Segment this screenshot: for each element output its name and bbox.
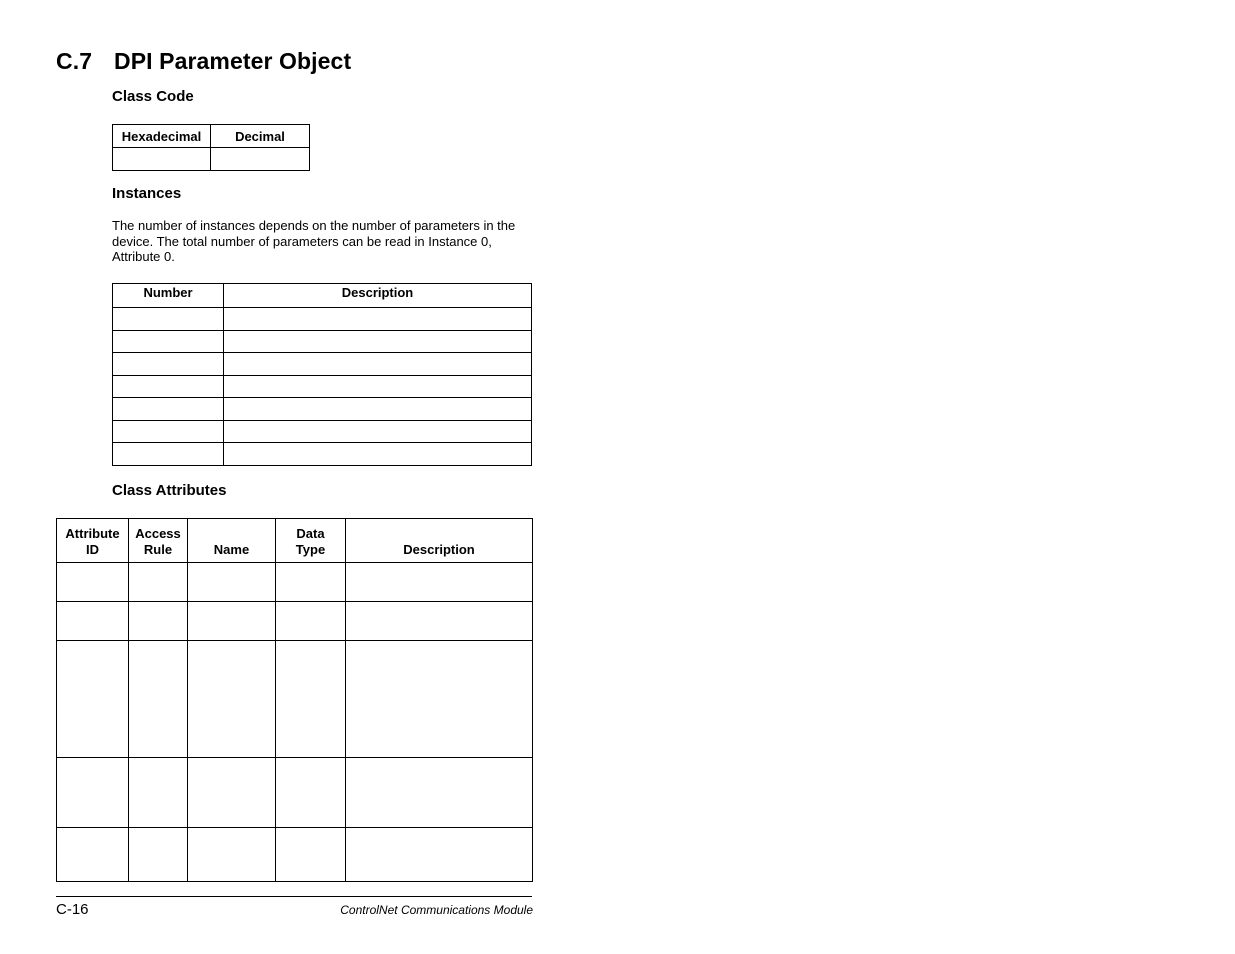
table-cell [224,308,532,331]
column-header-hexadecimal: Hexadecimal [113,125,211,148]
table-cell [113,443,224,466]
table-cell [276,828,346,882]
table-cell [188,563,276,602]
table-header-row [113,125,310,148]
column-header-description: Description [224,284,532,308]
table-row [113,330,532,353]
table-cell [346,828,533,882]
table-cell [113,353,224,376]
table-cell [113,420,224,443]
table-cell [276,758,346,828]
table-cell [129,641,188,758]
table-cell [129,602,188,641]
table-row [113,308,532,331]
section-title [56,48,351,75]
table-cell [224,398,532,421]
column-header-attribute-id: Attribute ID [57,519,129,563]
table-cell [57,758,129,828]
table-cell [129,563,188,602]
table-row [113,353,532,376]
section-heading: DPI Parameter Object [114,48,352,74]
table-cell [113,375,224,398]
footer-divider [56,896,532,897]
table-cell [276,563,346,602]
table-header-row [57,519,533,563]
column-header-data-type: Data Type [276,519,346,563]
instances-paragraph: The number of instances depends on the number of parameters in the device. The total number of parameters can be read in Instance 0, Attribute 0. [112,218,516,264]
table-row [113,398,532,421]
instances-table [112,283,532,466]
table-cell [276,602,346,641]
column-header-access-rule: Access Rule [129,519,188,563]
table-row [57,602,533,641]
table-row [57,828,533,882]
table-cell [129,828,188,882]
table-cell [224,353,532,376]
table-cell [276,641,346,758]
table-cell [346,602,533,641]
page-number: C-16 [56,901,89,918]
column-header-number: Number [113,284,224,308]
table-row [57,758,533,828]
table-cell [113,308,224,331]
table-cell [129,758,188,828]
table-cell [188,828,276,882]
table-cell [113,330,224,353]
column-header-description: Description [346,519,533,563]
instances-heading: Instances [112,185,182,202]
table-cell [113,148,211,171]
table-cell [188,641,276,758]
class-attributes-table [56,518,533,882]
table-row [113,148,310,171]
table-cell [113,398,224,421]
table-cell [188,758,276,828]
table-row [57,641,533,758]
table-row [113,375,532,398]
table-cell [224,330,532,353]
table-cell [57,641,129,758]
column-header-decimal: Decimal [211,125,310,148]
table-cell [224,443,532,466]
table-cell [57,828,129,882]
table-cell [57,563,129,602]
table-cell [57,602,129,641]
table-row [113,420,532,443]
table-cell [346,563,533,602]
table-row [57,563,533,602]
section-number: C.7 [56,48,93,74]
class-code-table [112,124,310,171]
column-header-name: Name [188,519,276,563]
table-cell [224,420,532,443]
table-cell [211,148,310,171]
table-cell [346,758,533,828]
document-name: ControlNet Communications Module [340,903,533,917]
class-attributes-heading: Class Attributes [112,482,227,499]
class-code-heading: Class Code [112,88,194,105]
table-header-row [113,284,532,308]
table-row [113,443,532,466]
table-cell [346,641,533,758]
table-cell [188,602,276,641]
table-cell [224,375,532,398]
